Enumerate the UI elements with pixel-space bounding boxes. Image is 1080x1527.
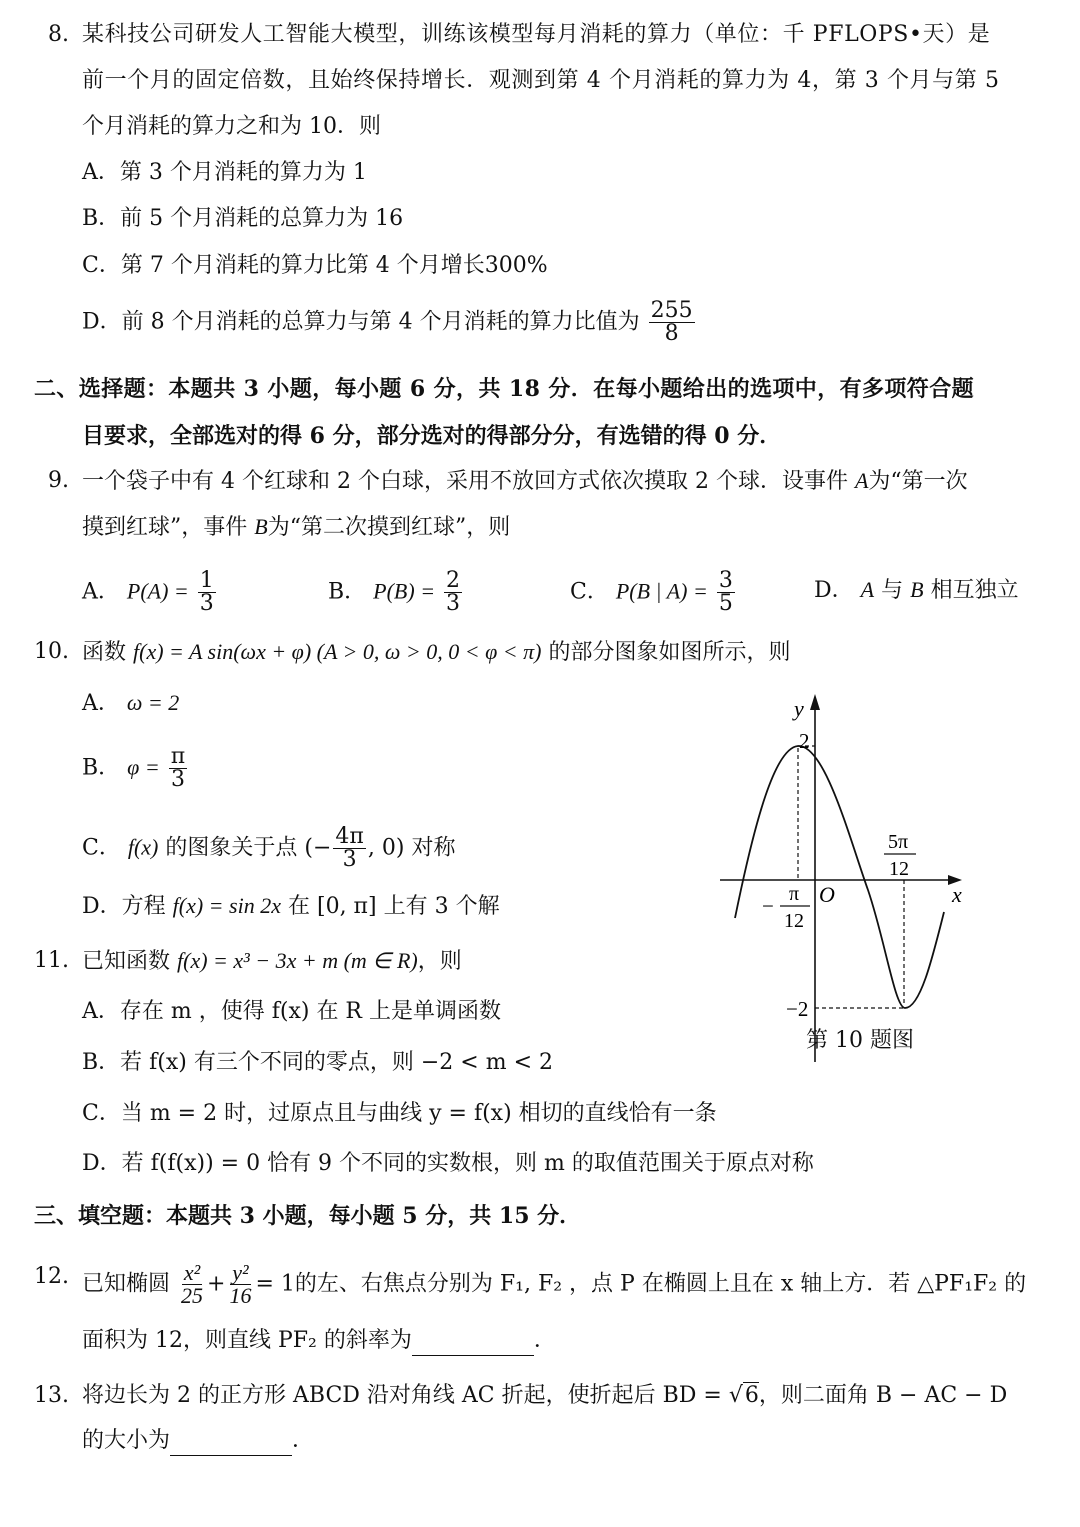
sine-curve <box>735 746 944 1008</box>
fraction-denominator: 3 <box>170 767 185 792</box>
plus-sign: + <box>207 1271 226 1297</box>
section-2-heading: 二、选择题：本题共 3 小题，每小题 6 分，共 18 分．在每小题给出的选项中，有多项符合题 <box>34 376 974 402</box>
option-label: C． <box>570 579 609 605</box>
fraction-numerator: π <box>170 744 186 769</box>
option-fraction <box>717 570 735 615</box>
fraction-denominator: 3 <box>446 591 461 616</box>
left-tick-sign: − <box>762 894 774 918</box>
option-label: D． <box>814 578 854 603</box>
q10-number: 10. <box>34 639 69 664</box>
q13-number: 13. <box>34 1383 69 1408</box>
fraction-numerator: 2 <box>446 568 461 593</box>
option-text-end: 相互独立 <box>930 578 1019 603</box>
option-label: D．方程 <box>82 894 166 919</box>
q13-text: 将边长为 2 的正方形 ABCD 沿对角线 AC 折起，使折起后 BD = <box>82 1383 722 1408</box>
q9-line2-text: 摸到红球”，事件 <box>82 515 248 540</box>
option-fraction <box>444 570 462 615</box>
ellipse-term-y <box>227 1262 253 1307</box>
q9-line1 <box>82 466 968 497</box>
q10-option-c <box>82 826 455 871</box>
right-tick-denominator: 12 <box>889 858 909 880</box>
q8-option-d <box>82 300 697 345</box>
q8-option-b: B．前 5 个月消耗的总算力为 16 <box>82 206 404 231</box>
q9-line1-text: 一个袋子中有 4 个红球和 2 个白球，采用不放回方式依次摸取 2 个球．设事件 <box>82 469 848 494</box>
fraction-denominator: 3 <box>342 847 357 872</box>
point-close: , 0) <box>367 835 405 861</box>
left-tick-denominator: 12 <box>784 910 804 932</box>
y-axis-arrow <box>810 694 820 710</box>
q9-option-c <box>570 570 737 615</box>
q11-stem <box>82 946 462 977</box>
section-2-heading-line2: 目要求，全部选对的得 6 分，部分选对的得部分分，有选错的得 0 分． <box>82 423 782 449</box>
q8-line2: 前一个月的固定倍数，且始终保持增长．观测到第 4 个月消耗的算力为 4，第 3 个月与第 5 <box>82 68 1000 93</box>
option-expression: ω = 2 <box>126 690 180 715</box>
fraction-denominator: 5 <box>718 591 733 616</box>
y-axis-label: y <box>794 696 804 721</box>
fraction-numerator: 1 <box>199 568 214 593</box>
q9-line2-end: 为“第二次摸到红球”，则 <box>267 515 511 540</box>
ellipse-term-x <box>179 1262 205 1307</box>
q11-stem-text: 已知函数 <box>82 949 171 974</box>
option-text-end: 对称 <box>411 835 456 861</box>
option-expression: f(x) <box>127 834 159 860</box>
q9-option-d <box>814 575 1019 606</box>
q11-number: 11. <box>34 948 69 973</box>
min-value-label: −2 <box>786 997 809 1021</box>
left-tick-numerator: π <box>789 883 800 905</box>
q13-line1: 将边长为 2 的正方形 ABCD 沿对角线 AC 折起，使折起后 BD = √6，则二面角 B − AC − D <box>82 1383 1008 1408</box>
event-b: B <box>910 577 924 602</box>
q12-text: 已知椭圆 <box>82 1271 171 1297</box>
sqrt-value: 6 <box>744 1383 759 1408</box>
q12-line1 <box>82 1262 1026 1307</box>
q12-number: 12. <box>34 1264 69 1289</box>
q10-function-expression: f(x) = A sin(ωx + φ) (A > 0, ω > 0, 0 < φ < π) <box>133 639 542 664</box>
q13-text-end: ，则二面角 B − AC − D <box>758 1383 1008 1408</box>
point-open: (− <box>304 835 332 861</box>
q11-option-c: C．当 m = 2 时，过原点且与曲线 y = f(x) 相切的直线恰有一条 <box>82 1101 717 1126</box>
option-interval: [0, π] <box>316 894 377 919</box>
equals-one: = 1 <box>255 1271 295 1297</box>
option-expression: P(A) = <box>126 578 189 604</box>
q8-option-a: A．第 3 个月消耗的算力为 1 <box>82 160 367 185</box>
q10-option-a <box>82 688 179 719</box>
q11-stem-end: ，则 <box>417 949 462 974</box>
q13-line2 <box>82 1426 314 1456</box>
option-label: B． <box>328 579 367 605</box>
q11-function-expression: f(x) = x³ − 3x + m (m ∈ R) <box>177 948 418 973</box>
origin-label: O <box>819 882 835 907</box>
fraction-denominator: 16 <box>229 1283 252 1308</box>
q9-line2 <box>82 512 510 543</box>
option-text: 的图象关于点 <box>165 835 298 861</box>
option-text: 在 <box>287 894 310 919</box>
q12-answer-blank[interactable] <box>412 1331 534 1356</box>
q9-event-b: B <box>254 514 268 539</box>
q8-option-c: C．第 7 个月消耗的算力比第 4 个月增长300% <box>82 253 548 278</box>
q10-option-d <box>82 891 500 922</box>
option-fraction <box>198 570 216 615</box>
q12-text-end: 的左、右焦点分别为 F₁, F₂ ，点 P 在椭圆上且在 x 轴上方．若 △PF₁F₂ 的 <box>294 1271 1027 1297</box>
q9-line1-end: 为“第一次 <box>868 469 968 494</box>
option-text: 与 <box>881 578 904 603</box>
option-fraction <box>169 746 187 791</box>
q8-line1: 某科技公司研发人工智能大模型，训练该模型每月消耗的算力（单位：千 PFLOPS•天）是 <box>82 22 991 47</box>
option-label: B． <box>82 755 121 781</box>
q10-figure <box>700 690 980 1070</box>
q8-option-d-text: D．前 8 个月消耗的总算力与第 4 个月消耗的算力比值为 <box>82 309 640 335</box>
option-expression: φ = <box>127 754 160 780</box>
fraction-denominator: 8 <box>664 321 679 346</box>
q8-line3: 个月消耗的算力之和为 10．则 <box>82 114 381 139</box>
q11-option-a: A．存在 m ，使得 f(x) 在 R 上是单调函数 <box>82 999 501 1024</box>
option-text-end: 上有 3 个解 <box>383 894 500 919</box>
q10-stem-text: 函数 <box>82 640 127 665</box>
q13-answer-blank[interactable] <box>170 1431 292 1456</box>
q11-option-b: B．若 f(x) 有三个不同的零点，则 −2 < m < 2 <box>82 1050 553 1075</box>
q8-option-d-fraction <box>649 300 695 345</box>
q10-stem-end: 的部分图象如图所示，则 <box>548 640 791 665</box>
option-label: A． <box>82 579 120 605</box>
option-expression: f(x) = sin 2x <box>172 893 281 918</box>
option-label: A． <box>82 691 120 716</box>
q11-option-d: D．若 f(f(x)) = 0 恰有 9 个不同的实数根，则 m 的取值范围关于原点对称 <box>82 1151 814 1176</box>
fraction-numerator: y² <box>232 1260 249 1285</box>
fraction-numerator: 4π <box>335 824 364 849</box>
fraction-numerator: 3 <box>718 568 733 593</box>
x-axis-label: x <box>952 882 962 907</box>
q12-line2-text: 面积为 12，则直线 PF₂ 的斜率为 <box>82 1328 412 1353</box>
q9-option-a <box>82 570 218 615</box>
fraction-numerator: x² <box>183 1260 201 1285</box>
option-expression: P(B | A) = <box>615 578 708 604</box>
q10-stem <box>82 637 791 668</box>
fraction-denominator: 25 <box>181 1283 204 1308</box>
q9-number: 9. <box>48 468 69 493</box>
option-label: C． <box>82 835 121 861</box>
right-tick-numerator: 5π <box>888 831 909 853</box>
option-expression: P(B) = <box>373 578 436 604</box>
q12-line2 <box>82 1326 556 1356</box>
option-fraction <box>333 826 365 871</box>
q12-period: ． <box>533 1328 556 1353</box>
q9-event-a: A <box>854 468 869 493</box>
q8-number: 8. <box>48 22 69 47</box>
q13-period: ． <box>292 1428 315 1453</box>
max-value-label: 2 <box>799 729 810 753</box>
section-3-heading: 三、填空题：本题共 3 小题，每小题 5 分，共 15 分． <box>34 1203 582 1229</box>
q13-line2-text: 的大小为 <box>82 1428 171 1453</box>
q9-option-b <box>328 570 464 615</box>
q10-figure-caption: 第 10 题图 <box>806 1028 914 1053</box>
q10-option-b <box>82 746 189 791</box>
event-a: A <box>860 577 875 602</box>
fraction-numerator: 255 <box>650 298 693 323</box>
fraction-denominator: 3 <box>199 591 214 616</box>
